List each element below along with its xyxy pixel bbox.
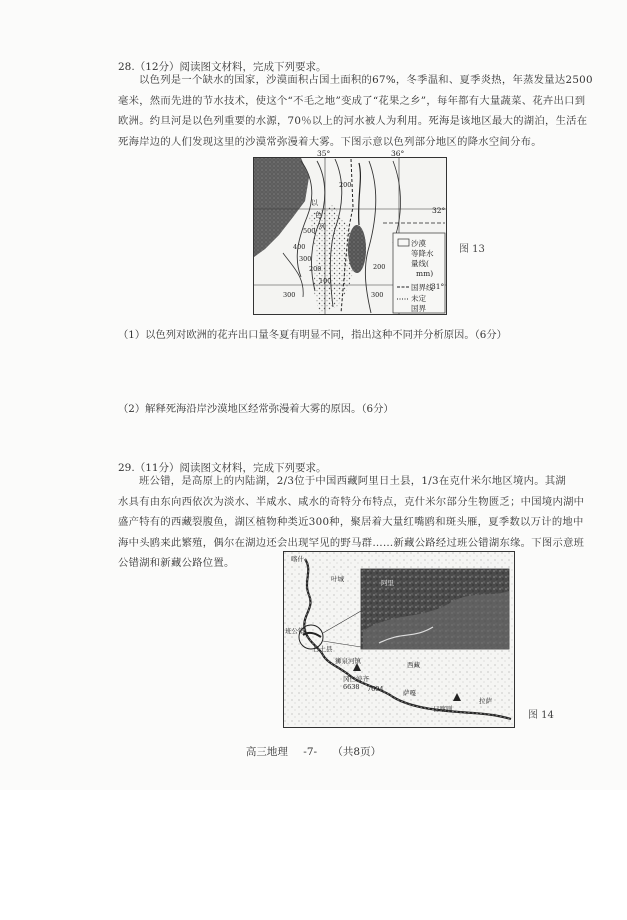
place-label: 冈仁波齐 (343, 675, 369, 683)
place-label: 日土县 (313, 645, 333, 653)
lat-label-32: 32° (432, 206, 446, 215)
legend-contour: 沙漠 (411, 239, 426, 248)
place-label: 叶城 (331, 575, 344, 583)
place-label: 阿里 (381, 579, 394, 587)
legend-contour2: 等降水 (411, 249, 434, 258)
contour-label: 100 (319, 277, 332, 285)
place-label: 拉萨 (479, 697, 492, 705)
q28-line-2: 毫米，然而先进的节水技术，使这个“不毛之地”变成了“花果之乡”，每年都有大量蔬菜、花卉出口到 (118, 94, 586, 107)
bangong-lake-route-map (283, 551, 515, 728)
legend-undetermined: 未定 (411, 294, 426, 303)
page-footer (0, 744, 627, 759)
contour-label: 200 (309, 265, 322, 273)
place-label: 西藏 (407, 661, 420, 669)
q29-line-1: 班公错，是高原上的内陆湖，2/3位于中国西藏阿里日土县，1/3在克什米尔地区境内。其湖 (139, 475, 567, 487)
legend-unit: mm) (416, 269, 434, 278)
q28-sub2: （2）解释死海沿岸沙漠地区经常弥漫着大雾的原因。（6分） (118, 403, 394, 415)
q29-line-3: 盛产特有的西藏裂腹鱼，湖区植物种类近300种，聚居着大量红嘴鸥和斑头雁，夏季数以万计的地中 (118, 516, 584, 528)
footer-page-number: -7- (303, 746, 318, 758)
contour-label: 400 (293, 243, 306, 251)
place-label: 萨嘎 (403, 689, 416, 697)
q28-header: 28.（12分）阅读图文材料，完成下列要求。 (118, 61, 327, 73)
place-label: 日喀则 (433, 705, 453, 713)
contour-label: 500 (303, 227, 316, 235)
q29-header: 29.（11分）阅读图文材料，完成下列要求。 (118, 462, 327, 474)
contour-label: 300 (299, 255, 312, 263)
place-label: 以 (311, 199, 318, 207)
footer-total-pages: （共8页） (332, 746, 382, 758)
q28-line-3: 欧洲。约旦河是以色列重要的水源，70％以上的河水被人为利用。死海是该地区最大的湖泊，生活在 (118, 115, 588, 127)
q29-line-4: 海中头鸥来此繁殖，偶尔在湖边还会出现罕见的野马群……新藏公路经过班公错湖东缘。下图示意班 (118, 536, 585, 549)
figure-13-label: 图 13 (459, 244, 485, 255)
q29-line-5: 公错湖和新藏公路位置。 (118, 557, 235, 569)
lon-label-35: 35° (317, 149, 331, 158)
contour-label: 300 (283, 291, 296, 299)
blank-margin (0, 790, 627, 920)
place-label: 列 (319, 223, 326, 231)
contour-label: 200 (373, 263, 386, 271)
lat-label-31: 31° (431, 282, 445, 291)
place-label: 狮泉河镇 (335, 657, 361, 665)
q29-line-2: 水具有由东向西依次为淡水、半咸水、咸水的奇特分布特点，克什米尔部分生物匮乏；中国境内湖中 (118, 495, 585, 508)
footer-subject: 高三地理 (245, 746, 288, 758)
place-label: 喀什 (291, 555, 304, 563)
figure-14-label: 图 14 (528, 710, 554, 721)
lon-label-36: 36° (391, 149, 405, 158)
legend-undetermined-2: 国界 (411, 304, 426, 313)
place-label: 6638 (343, 683, 360, 691)
q28-paragraph (118, 70, 593, 152)
contour-label: 300 (371, 291, 384, 299)
legend-contour3: 量线( (411, 259, 429, 268)
q28-line-1: 以色列是一个缺水的国家，沙漠面积占国土面积的67%，冬季温和、夏季炎热，年蒸发量达2500 (139, 74, 593, 86)
q28-sub1: （1）以色列对欧洲的花卉出口量冬夏有明显不同，指出这种不同并分析原因。（6分） (118, 329, 507, 341)
place-label: 色 (315, 211, 322, 219)
q28-line-4: 死海岸边的人们发现这里的沙漠常弥漫着大雾。下图示意以色列部分地区的降水空间分布。 (118, 135, 542, 148)
place-label: 班公错 (285, 627, 305, 635)
israel-precipitation-map (253, 149, 447, 315)
legend-border: 国界线 (411, 283, 434, 292)
contour-label: 200 (339, 181, 352, 189)
place-label: 7694 (367, 685, 384, 693)
